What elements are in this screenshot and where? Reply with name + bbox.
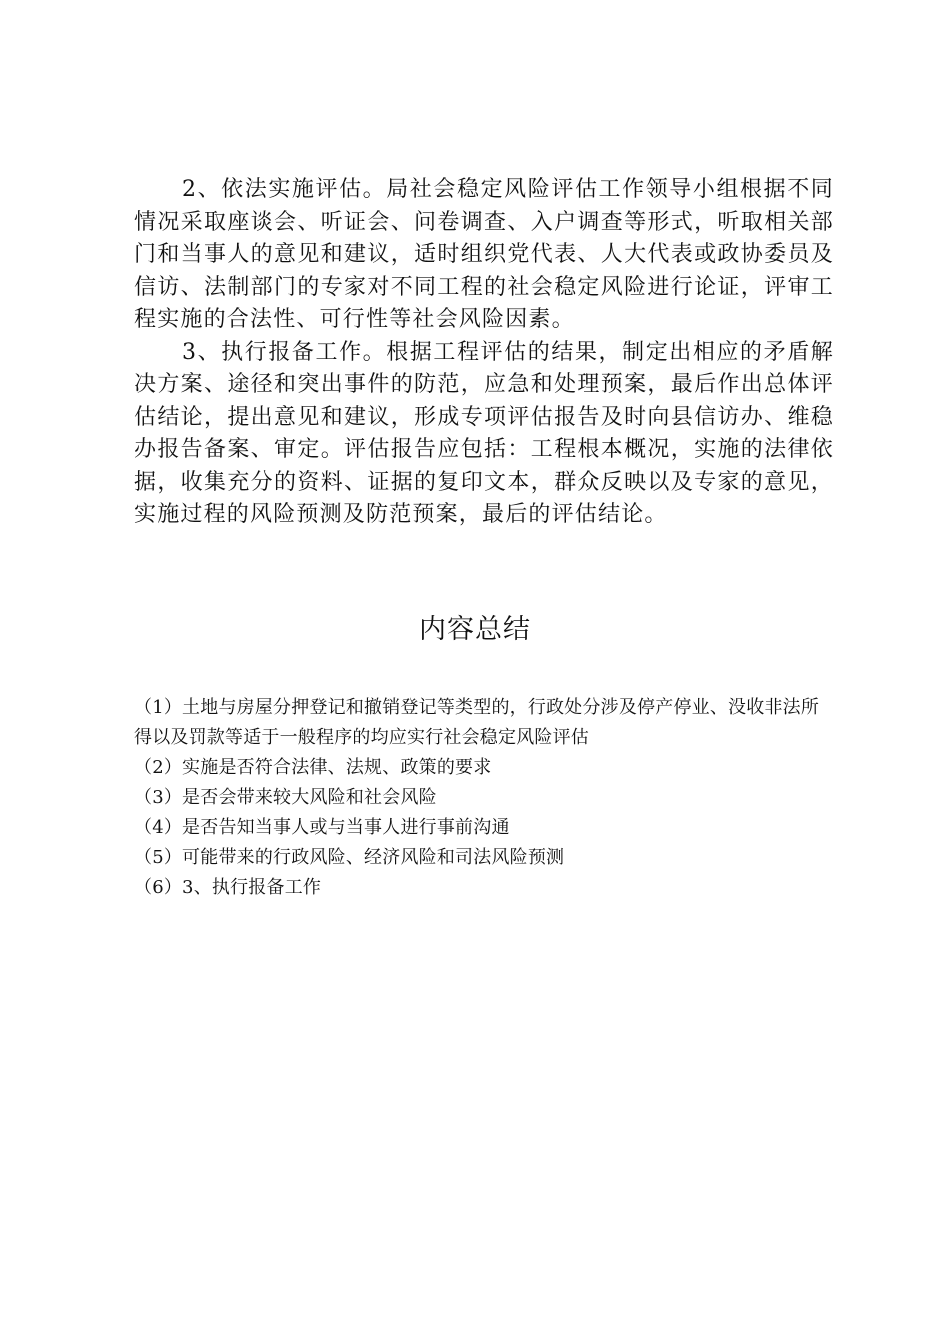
summary-title: 内容总结 (419, 614, 531, 645)
paragraph-assessment: 2、依法实施评估。局社会稳定风险评估工作领导小组根据不同情况采取座谈会、听证会、问卷调查、入户调查等形式，听取相关部门和当事人的意见和建议，适时组织党代表、人大代表或政协委员及信访、法制部门的专家对不同工程的社会稳定风险进行论证，评审工程实施的合法性、可行性等社会风险因素。 (134, 177, 834, 332)
summary-list (134, 693, 834, 903)
paragraph-filing: 3、执行报备工作。根据工程评估的结果，制定出相应的矛盾解决方案、途径和突出事件的防范，应急和处理预案，最后作出总体评估结论，提出意见和建议，形成专项评估报告及时向县信访办、维稳办报告备案、审定。评估报告应包括：工程根本概况，实施的法律依据，收集充分的资料、证据的复印文本，群众反映以及专家的意见，实施过程的风险预测及防范预案，最后的评估结论。 (134, 339, 834, 527)
summary-item-3: （3）是否会带来较大风险和社会风险 (134, 787, 437, 808)
summary-item-6: （6）3、执行报备工作 (134, 877, 322, 898)
summary-item-1: （1）土地与房屋分押登记和撤销登记等类型的，行政处分涉及停产停业、没收非法所得以及罚款等适于一般程序的均应实行社会稳定风险评估 (134, 697, 820, 748)
summary-item-5: （5）可能带来的行政风险、经济风险和司法风险预测 (134, 847, 565, 868)
summary-item-2: （2）实施是否符合法律、法规、政策的要求 (134, 757, 492, 778)
summary-item-4: （4）是否告知当事人或与当事人进行事前沟通 (134, 817, 510, 838)
body-text (134, 174, 834, 532)
